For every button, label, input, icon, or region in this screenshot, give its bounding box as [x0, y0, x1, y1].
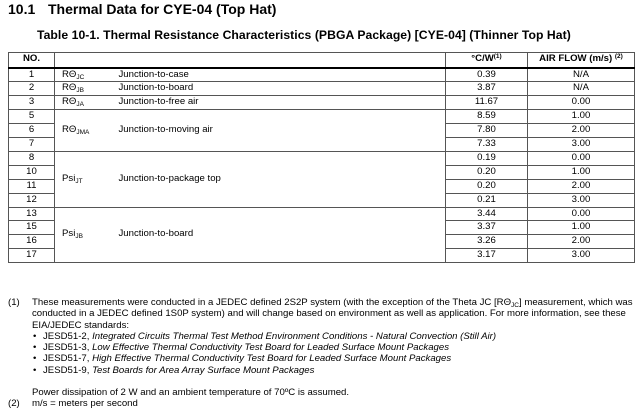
table-row — [9, 82, 635, 96]
header-parameter — [55, 53, 446, 68]
symbol-subscript: JT — [75, 177, 83, 185]
parameter-description: Junction-to-board — [115, 207, 446, 263]
header-airflow-label: AIR FLOW (m/s) — [539, 53, 613, 65]
parameter-description: Junction-to-moving air — [115, 110, 446, 152]
footnote-1-sub: JC — [511, 302, 519, 309]
value-airflow: 3.00 — [528, 138, 635, 152]
standard-code: JESD51-7, — [43, 353, 93, 365]
value-cw: 11.67 — [446, 96, 528, 110]
row-number: 11 — [9, 179, 55, 193]
value-airflow: 0.00 — [528, 207, 635, 221]
footnote-ref-2: (2) — [614, 53, 623, 61]
standard-item — [32, 365, 634, 376]
standard-item — [32, 342, 634, 353]
parameter-symbol — [55, 68, 115, 82]
thermal-resistance-table — [8, 52, 635, 263]
standard-title: Test Boards for Area Array Surface Mount Packages — [92, 364, 315, 376]
parameter-description: Junction-to-case — [115, 68, 446, 82]
table-row — [9, 151, 635, 165]
value-cw: 0.21 — [446, 193, 528, 207]
row-number: 12 — [9, 193, 55, 207]
footnotes — [8, 297, 634, 410]
row-number: 10 — [9, 165, 55, 179]
header-cw — [446, 53, 528, 68]
row-number: 8 — [9, 151, 55, 165]
parameter-symbol — [55, 96, 115, 110]
symbol-base: RΘ — [62, 124, 77, 136]
value-airflow: 1.00 — [528, 221, 635, 235]
header-cw-label: °C/W — [471, 53, 494, 65]
parameter-description: Junction-to-package top — [115, 151, 446, 207]
value-cw: 3.87 — [446, 82, 528, 96]
standard-title: High Effective Thermal Conductivity Test Board for Leaded Surface Mount Packages — [92, 353, 452, 365]
header-airflow — [528, 53, 635, 68]
value-airflow: 2.00 — [528, 235, 635, 249]
value-cw: 3.26 — [446, 235, 528, 249]
footnote-ref-1: (1) — [493, 53, 502, 61]
symbol-base: Psi — [62, 172, 76, 184]
symbol-subscript: JB — [75, 233, 83, 241]
section-number: 10.1 — [8, 1, 36, 17]
standards-list — [32, 331, 634, 376]
value-cw: 0.39 — [446, 68, 528, 82]
symbol-base: Psi — [62, 228, 76, 240]
value-airflow: N/A — [528, 68, 635, 82]
table-row — [9, 96, 635, 110]
symbol-base: RΘ — [62, 68, 77, 80]
table-row — [9, 68, 635, 82]
value-cw: 3.37 — [446, 221, 528, 235]
footnote-1-number: (1) — [8, 297, 20, 308]
row-number: 6 — [9, 124, 55, 138]
table-caption: Table 10-1. Thermal Resistance Characteristics (PBGA Package) [CYE-04] (Thinner Top Hat) — [37, 28, 571, 42]
value-airflow: 1.00 — [528, 165, 635, 179]
symbol-subscript: JC — [76, 73, 85, 81]
table-row — [9, 110, 635, 124]
value-airflow: 2.00 — [528, 179, 635, 193]
table-body — [9, 68, 635, 263]
row-number: 7 — [9, 138, 55, 152]
row-number: 17 — [9, 249, 55, 263]
power-dissipation-note: Power dissipation of 2 W and an ambient temperature of 70ºC is assumed. — [32, 387, 350, 399]
row-number: 5 — [9, 110, 55, 124]
parameter-description: Junction-to-free air — [115, 96, 446, 110]
symbol-base: RΘ — [62, 96, 77, 108]
row-number: 1 — [9, 68, 55, 82]
table-header-row — [9, 53, 635, 68]
row-number: 3 — [9, 96, 55, 110]
value-cw: 7.80 — [446, 124, 528, 138]
row-number: 13 — [9, 207, 55, 221]
footnote-2-text: m/s = meters per second — [32, 398, 138, 410]
value-airflow: 0.00 — [528, 151, 635, 165]
symbol-subscript: JB — [76, 87, 84, 95]
header-no: NO. — [9, 53, 55, 68]
row-number: 2 — [9, 82, 55, 96]
standard-code: JESD51-9, — [43, 364, 93, 376]
row-number: 15 — [9, 221, 55, 235]
symbol-base: RΘ — [62, 82, 77, 94]
section-title: Thermal Data for CYE-04 (Top Hat) — [48, 1, 277, 17]
value-airflow: 3.00 — [528, 249, 635, 263]
footnote-2 — [8, 398, 634, 409]
row-number: 16 — [9, 235, 55, 249]
symbol-subscript: JMA — [76, 129, 90, 137]
value-cw: 0.20 — [446, 179, 528, 193]
table-row — [9, 207, 635, 221]
value-airflow: 0.00 — [528, 96, 635, 110]
value-airflow: N/A — [528, 82, 635, 96]
symbol-subscript: JA — [76, 101, 84, 109]
footnote-1-part2: ] measurement, which was conducted in a JEDEC defined 1S0P system) and will change based on environment as well as application. For more information, see these EIA/JEDEC standards: — [32, 297, 633, 331]
standard-code: JESD51-2, — [43, 330, 93, 342]
value-airflow: 3.00 — [528, 193, 635, 207]
value-cw: 3.17 — [446, 249, 528, 263]
parameter-symbol — [55, 207, 115, 263]
value-airflow: 1.00 — [528, 110, 635, 124]
parameter-symbol — [55, 82, 115, 96]
value-cw: 8.59 — [446, 110, 528, 124]
standard-item — [32, 353, 634, 364]
value-cw: 0.20 — [446, 165, 528, 179]
value-airflow: 2.00 — [528, 124, 635, 138]
value-cw: 3.44 — [446, 207, 528, 221]
value-cw: 0.19 — [446, 151, 528, 165]
standard-title: Integrated Circuits Thermal Test Method Environment Conditions - Natural Convection (Still Air) — [92, 330, 497, 342]
footnote-1 — [8, 297, 634, 376]
footnote-1-part1: These measurements were conducted in a JEDEC defined 2S2P system (with the exception of the Theta JC [RΘ — [32, 297, 512, 308]
standard-title: Low Effective Thermal Conductivity Test Board for Leaded Surface Mount Packages — [92, 342, 449, 354]
parameter-description: Junction-to-board — [115, 82, 446, 96]
footnote-1-text — [32, 297, 634, 331]
footnote-2-number: (2) — [8, 398, 20, 410]
parameter-symbol — [55, 110, 115, 152]
standard-item — [32, 331, 634, 342]
section-heading — [8, 1, 276, 17]
parameter-symbol — [55, 151, 115, 207]
value-cw: 7.33 — [446, 138, 528, 152]
standard-code: JESD51-3, — [43, 342, 93, 354]
